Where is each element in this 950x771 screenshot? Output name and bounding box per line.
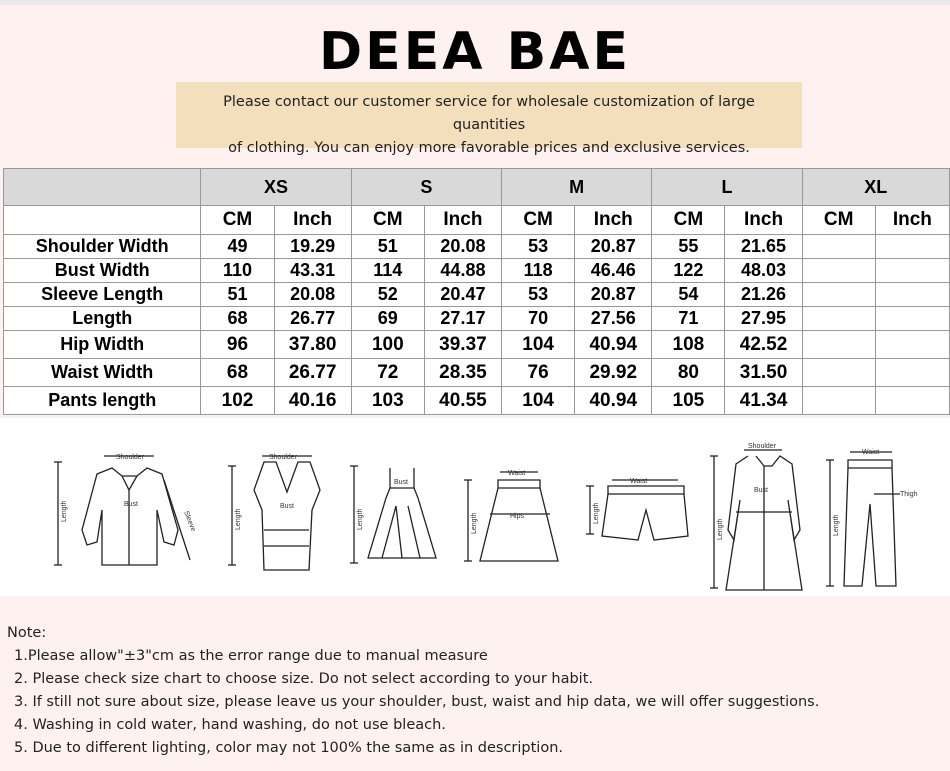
unit-inch: Inch [575,206,652,235]
cell: 21.26 [725,283,802,307]
cell: 19.29 [274,235,351,259]
unit-inch: Inch [875,206,949,235]
length-label: Length [717,518,724,540]
unit-cm: CM [201,206,274,235]
cell: 71 [652,307,725,331]
cell [802,331,875,359]
shirt-illustration [52,450,202,576]
row-label: Waist Width [4,359,201,387]
cell: 118 [502,259,575,283]
cell: 26.77 [274,307,351,331]
cell: 27.95 [725,307,802,331]
cell: 20.87 [575,235,652,259]
cell: 100 [351,331,424,359]
unit-corner-cell [4,206,201,235]
cell [802,283,875,307]
thigh-label: Thigh [900,491,918,498]
row-label: Hip Width [4,331,201,359]
note-item: 5. Due to different lighting, color may not 100% the same as in description. [14,740,564,756]
row-label: Shoulder Width [4,235,201,259]
cell [875,259,949,283]
cell: 40.94 [575,331,652,359]
length-label: Length [471,512,478,534]
length-label: Length [833,514,840,536]
unit-cm: CM [652,206,725,235]
cell [875,331,949,359]
cell: 26.77 [274,359,351,387]
brand-logo: DEEA BAE [319,22,631,82]
measurement-illustrations [0,418,950,596]
cell [875,359,949,387]
sleeve-label: Sleeve [182,510,197,533]
cell [875,387,949,415]
cell: 105 [652,387,725,415]
note-item: 4. Washing in cold water, hand washing, do not use bleach. [14,717,446,733]
table-row [4,283,950,307]
cell: 20.08 [424,235,501,259]
cell: 104 [502,387,575,415]
size-chart-table [3,168,950,415]
dress-illustration [346,458,446,576]
cell [802,359,875,387]
cell: 70 [502,307,575,331]
cell: 29.92 [575,359,652,387]
cell: 40.94 [575,387,652,415]
row-label: Sleeve Length [4,283,201,307]
cell [875,283,949,307]
row-label: Bust Width [4,259,201,283]
unit-header-row [4,206,950,235]
notice-line-1: Please contact our customer service for wholesale customization of large quantities [223,94,755,133]
size-header-s: S [351,169,501,206]
bust-label: Bust [124,501,139,508]
cell: 55 [652,235,725,259]
cell: 20.08 [274,283,351,307]
cell: 20.87 [575,283,652,307]
note-item: 1.Please allow"±3"cm as the error range due to manual measure [14,648,488,664]
bust-label: Bust [754,487,769,494]
cell: 114 [351,259,424,283]
cell [802,235,875,259]
cell: 44.88 [424,259,501,283]
cell: 28.35 [424,359,501,387]
size-header-row [4,169,950,206]
cell: 48.03 [725,259,802,283]
cell: 42.52 [725,331,802,359]
unit-inch: Inch [424,206,501,235]
size-header-m: M [502,169,652,206]
table-row [4,307,950,331]
cell: 53 [502,235,575,259]
cell: 51 [201,283,274,307]
cell: 51 [351,235,424,259]
size-header-xs: XS [201,169,351,206]
unit-inch: Inch [274,206,351,235]
bust-label: Bust [394,479,409,486]
cell: 41.34 [725,387,802,415]
unit-inch: Inch [725,206,802,235]
cell: 110 [201,259,274,283]
cell: 40.16 [274,387,351,415]
coat-illustration [706,440,806,594]
table-row [4,331,950,359]
cell: 68 [201,359,274,387]
table-row [4,235,950,259]
cell: 102 [201,387,274,415]
waist-label: Waist [508,470,526,477]
pants-illustration [822,444,932,592]
cell [875,235,949,259]
cell: 40.55 [424,387,501,415]
table-row [4,387,950,415]
corner-cell [4,169,201,206]
waist-label: Waist [630,478,648,485]
unit-cm: CM [502,206,575,235]
cell: 76 [502,359,575,387]
cell [802,307,875,331]
notice-line-2: of clothing. You can enjoy more favorable prices and exclusive services. [228,140,750,156]
cell [875,307,949,331]
cell: 52 [351,283,424,307]
cell: 49 [201,235,274,259]
cell: 54 [652,283,725,307]
cell: 96 [201,331,274,359]
cell: 21.65 [725,235,802,259]
cell: 69 [351,307,424,331]
size-header-l: L [652,169,802,206]
cell: 72 [351,359,424,387]
tank-top-illustration [224,450,324,576]
length-label: Length [61,500,68,522]
table-row [4,259,950,283]
notes-section [0,596,950,771]
bust-label: Bust [280,503,295,510]
cell: 104 [502,331,575,359]
cell: 53 [502,283,575,307]
top-strip [0,0,950,5]
row-label: Length [4,307,201,331]
shoulder-label: Shoulder [748,443,777,450]
unit-cm: CM [351,206,424,235]
cell: 20.47 [424,283,501,307]
row-label: Pants length [4,387,201,415]
unit-cm: CM [802,206,875,235]
skirt-illustration [460,466,560,576]
cell: 46.46 [575,259,652,283]
note-item: 2. Please check size chart to choose size. Do not select according to your habit. [14,671,594,687]
cell: 122 [652,259,725,283]
waist-label: Waist [862,449,880,456]
shorts-illustration [582,474,692,554]
notes-title: Note: [7,625,47,641]
size-header-xl: XL [802,169,949,206]
cell: 31.50 [725,359,802,387]
hips-label: Hips [510,513,525,520]
cell: 68 [201,307,274,331]
cell [802,387,875,415]
cell: 27.17 [424,307,501,331]
cell: 80 [652,359,725,387]
cell: 103 [351,387,424,415]
table-row [4,359,950,387]
shoulder-label: Shoulder [269,454,298,461]
length-label: Length [593,502,600,524]
cell: 37.80 [274,331,351,359]
cell: 27.56 [575,307,652,331]
cell: 43.31 [274,259,351,283]
shoulder-label: Shoulder [116,454,145,461]
wholesale-notice [176,82,802,156]
cell: 108 [652,331,725,359]
note-item: 3. If still not sure about size, please leave us your shoulder, bust, waist and hip data, we will offer suggestions. [14,694,820,710]
length-label: Length [235,508,242,530]
length-label: Length [357,508,364,530]
cell: 39.37 [424,331,501,359]
cell [802,259,875,283]
